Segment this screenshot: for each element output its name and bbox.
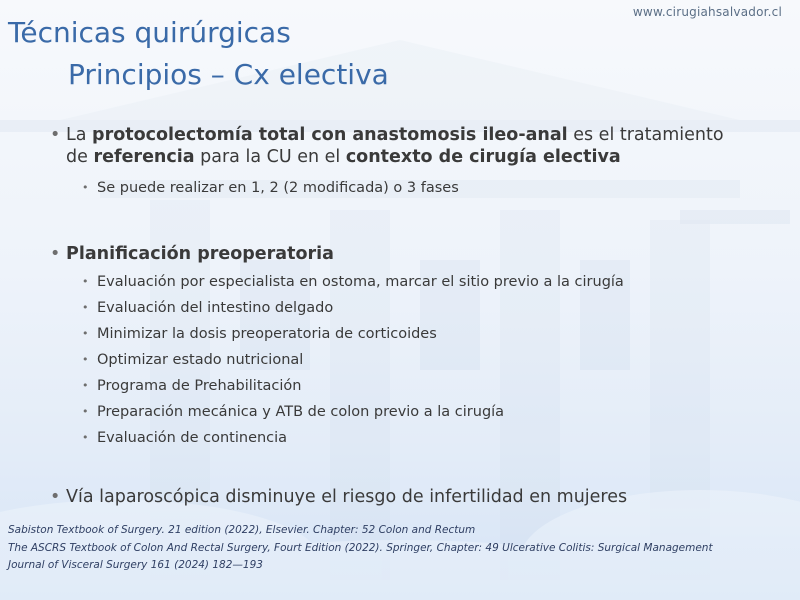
bullet-icon: • xyxy=(82,275,89,288)
sub-bullet-text: Evaluación del intestino delgado xyxy=(97,300,334,316)
bullet-icon: • xyxy=(50,125,61,145)
sub-bullet-text: Programa de Prehabilitación xyxy=(97,378,302,394)
sub-bullet-text: Preparación mecánica y ATB de colon previo a la cirugía xyxy=(97,404,505,420)
bold-run: contexto de cirugía electiva xyxy=(345,147,621,167)
bullet-icon: • xyxy=(82,379,89,392)
bullet-icon: • xyxy=(82,353,89,366)
text-run: es el tratamiento xyxy=(567,125,724,145)
reference-line: Sabiston Textbook of Surgery. 21 edition (2022), Elsevier. Chapter: 52 Colon and Rectum xyxy=(8,524,476,536)
text-run: La xyxy=(66,125,93,145)
bullet-icon: • xyxy=(50,487,61,507)
bullet-icon: • xyxy=(82,405,89,418)
reference-line: The ASCRS Textbook of Colon And Rectal Surgery, Fourt Edition (2022). Springer, Chapter: 49 Ulcerative Colitis: Surgical Management xyxy=(8,541,713,554)
bullet-2-heading: Planificación preoperatoria xyxy=(66,244,334,264)
bold-run: referencia xyxy=(93,147,195,167)
bullet-icon: • xyxy=(82,431,89,444)
bullet-icon: • xyxy=(82,181,89,194)
website-url: www.cirugiahsalvador.cl xyxy=(632,5,782,19)
sub-bullet-text: Evaluación por especialista en ostoma, marcar el sitio previo a la cirugía xyxy=(97,274,624,290)
bullet-1-text xyxy=(66,124,756,168)
sub-bullet-text: Optimizar estado nutricional xyxy=(97,352,304,368)
references xyxy=(8,522,713,575)
slide-title: Técnicas quirúrgicas xyxy=(8,16,291,49)
sub-bullet-text: Minimizar la dosis preoperatoria de corticoides xyxy=(97,326,437,342)
bullet-icon: • xyxy=(50,244,61,264)
bullet-icon: • xyxy=(82,301,89,314)
slide-subtitle: Principios – Cx electiva xyxy=(68,58,389,91)
reference-line: Journal of Visceral Surgery 161 (2024) 182—193 xyxy=(8,559,263,571)
sub-bullet-text: Se puede realizar en 1, 2 (2 modificada) o 3 fases xyxy=(97,180,459,196)
bullet-3-text: Vía laparoscópica disminuye el riesgo de infertilidad en mujeres xyxy=(66,487,628,507)
bullet-icon: • xyxy=(82,327,89,340)
text-run: para la CU en el xyxy=(194,147,346,167)
bold-run: protocolectomía total con anastomosis ileo-anal xyxy=(92,125,568,145)
sub-bullet-text: Evaluación de continencia xyxy=(97,430,288,446)
text-run: de xyxy=(66,147,94,167)
